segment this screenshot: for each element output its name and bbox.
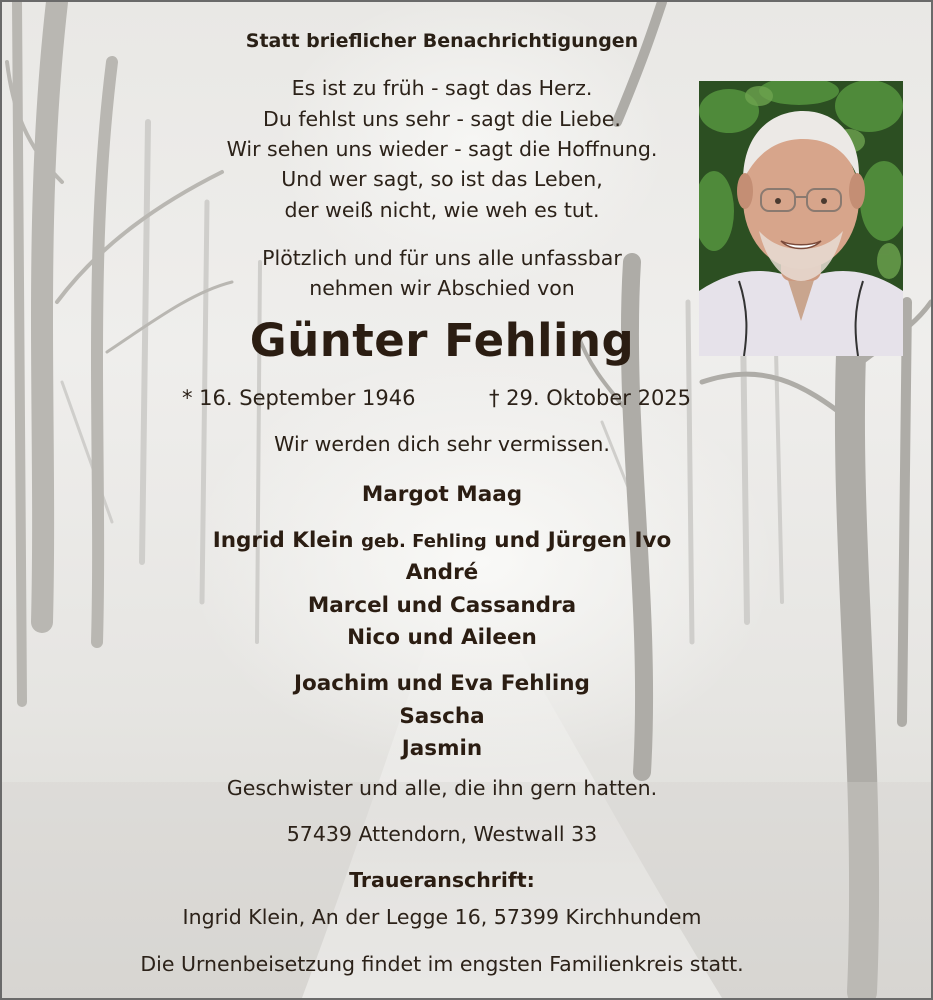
spouse-name: Margot Maag [361,482,523,507]
mourning-address-label: Traueranschrift: [349,868,535,892]
family-group-1-name-b: und Jürgen Ivo [494,528,672,553]
family-group-2-child-2: Jasmin [401,736,483,761]
family-group-1-nee: geb. Fehling [361,531,487,552]
death-date: † 29. Oktober 2025 [489,386,692,410]
mourning-address: Ingrid Klein, An der Legge 16, 57399 Kirchhundem [182,905,702,929]
poem-line-2: Du fehlst uns sehr - sagt die Liebe. [263,107,621,131]
family-group-1-name-a: Ingrid Klein [212,528,354,553]
poem-line-4: Und wer sagt, so ist das Leben, [281,167,603,191]
poem-line-3: Wir sehen uns wieder - sagt die Hoffnung. [226,137,658,161]
burial-note: Die Urnenbeisetzung findet im engsten Familienkreis statt. [140,952,744,976]
life-dates [2,386,882,416]
farewell-line: Wir werden dich sehr vermissen. [274,432,610,456]
deceased-name: Günter Fehling [249,314,635,367]
poem-line-5: der weiß nicht, wie weh es tut. [284,198,600,222]
family-group-2-child-1: Sascha [399,704,485,729]
notice-text [2,2,931,998]
family-group-2-parents: Joachim und Eva Fehling [294,671,590,696]
intro-line-2: nehmen wir Abschied von [309,276,575,300]
family-group-1-child-2: Marcel und Cassandra [307,593,577,618]
relatives-line: Geschwister und alle, die ihn gern hatten. [226,776,658,800]
family-group-1-child-3: Nico und Aileen [347,625,537,650]
family-group-1-parents [2,528,882,553]
family-group-1-child-1: André [405,560,479,585]
birth-date: * 16. September 1946 [182,386,416,410]
intro-line-1: Plötzlich und für uns alle unfassbar [262,246,622,270]
notice-header: Statt brieflicher Benachrichtigungen [245,30,639,52]
poem-line-1: Es ist zu früh - sagt das Herz. [291,76,593,100]
home-address: 57439 Attendorn, Westwall 33 [286,822,598,846]
